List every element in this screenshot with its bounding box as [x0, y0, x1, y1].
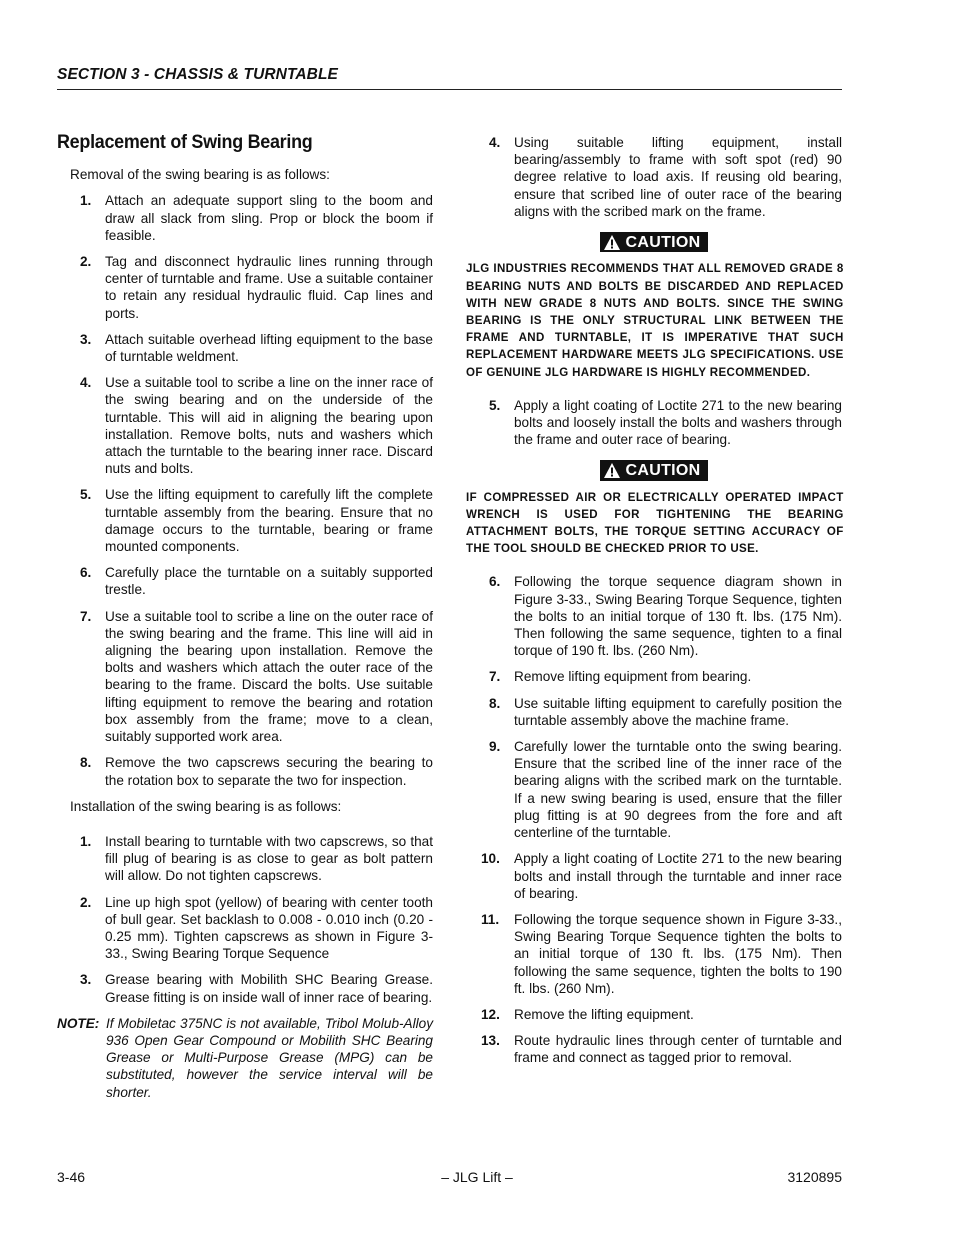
- step-text: Following the torque sequence shown in Figure 3-33., Swing Bearing Torque Sequence tighten the bolts to an initial torque of 130 ft. lbs. (175 Nm). Then following the same sequence, tighten the bolts to 190 ft. lbs. (260 Nm).: [514, 911, 842, 996]
- install-step-r-1: [466, 573, 842, 659]
- step-text: Install bearing to turntable with two capscrews, so that fill plug of bearing is as close to gear as bolt pattern will allow. Do not tighten capscrews.: [105, 833, 433, 884]
- step-text: Apply a light coating of Loctite 271 to the new bearing bolts and loosely install the bolts and washers through the frame and outer race of bearing.: [514, 397, 842, 448]
- doc-number: 3120895: [787, 1169, 842, 1185]
- step-text: Grease bearing with Mobilith SHC Bearing Grease. Grease fitting is on inside wall of inner race of bearing.: [105, 972, 433, 1005]
- step-number: 13.: [481, 1033, 500, 1049]
- install-step-5: [466, 397, 842, 449]
- step-number: 3.: [80, 972, 92, 988]
- removal-step-6: [57, 564, 433, 598]
- section-header: SECTION 3 - CHASSIS & TURNTABLE: [57, 66, 338, 83]
- removal-step-7: [57, 608, 433, 746]
- step-text: Using suitable lifting equipment, install bearing/assembly to frame with soft spot (red) 90 degree relative to load axis. If reusing old bearing, ensure that scribed line of outer race of the bearing aligns with the scribed mark on the frame.: [514, 135, 842, 219]
- step-number: 12.: [481, 1006, 500, 1022]
- note-label: NOTE:: [57, 1015, 100, 1031]
- install-step-r-6: [466, 911, 842, 997]
- install-step-r-7: [466, 1006, 842, 1023]
- install-step-r-2: [466, 668, 842, 685]
- right-column: [466, 134, 842, 1076]
- step-text: Carefully lower the turntable onto the swing bearing. Ensure that the scribed line of the inner race of the bearing aligns with the scribed mark on the turntable. If a new swing bearing is used, ensure that the filler plug fitting is at 90 degrees from the fore and aft centerline of the turntable.: [514, 739, 842, 841]
- caution-text-2: IF COMPRESSED AIR OR ELECTRICALLY OPERATED IMPACT WRENCH IS USED FOR TIGHTENING THE BEARING ATTACHMENT BOLTS, THE TORQUE SETTING ACCURACY OF THE TOOL SHOULD BE CHECKED PRIOR TO USE.: [466, 489, 844, 556]
- removal-intro: Removal of the swing bearing is as follows:: [70, 167, 330, 183]
- removal-step-3: [57, 331, 433, 365]
- step-number: 1.: [80, 193, 92, 209]
- caution-label-box: [600, 460, 709, 480]
- installation-steps-right: [466, 573, 842, 1066]
- removal-step-4: [57, 374, 433, 477]
- caution-text-1: JLG INDUSTRIES RECOMMENDS THAT ALL REMOVED GRADE 8 BEARING NUTS AND BOLTS BE DISCARDED AND REPLACED WITH NEW GRADE 8 NUTS AND BOLTS. SINCE THE SWING BEARING IS THE ONLY STRUCTURAL LINK BETWEEN THE FRAME AND TURNTABLE, IT IS IMPERATIVE THAT SUCH REPLACEMENT HARDWARE MEETS JLG SPECIFICATIONS. USE OF GENUINE JLG HARDWARE IS HIGHLY RECOMMENDED.: [466, 261, 844, 379]
- step-text: Attach suitable overhead lifting equipment to the base of turntable weldment.: [105, 331, 433, 365]
- caution-label: CAUTION: [625, 462, 701, 480]
- step-number: 1.: [80, 833, 92, 849]
- step-text: Use a suitable tool to scribe a line on the inner race of the swing bearing and on the underside of the turntable. This will aid in aligning the bearing upon installation. Remove bolts, nuts and washers which attach the turntable to the bearing inner race. Discard nuts and bolts.: [105, 375, 433, 477]
- step-number: 5.: [80, 487, 92, 503]
- step-number: 5.: [489, 397, 501, 413]
- step-number: 4.: [80, 375, 92, 391]
- installation-steps-left: [57, 833, 433, 1006]
- step-number: 4.: [489, 135, 501, 150]
- install-step-r-4: [466, 738, 842, 841]
- step-number: 10.: [481, 851, 500, 867]
- removal-step-5: [57, 486, 433, 555]
- step-text: Following the torque sequence diagram shown in Figure 3-33., Swing Bearing Torque Sequence, tighten the bolts to an initial torque of 130 ft. lbs. (175 Nm). Then following the same sequence, tighten to a final torque of 190 ft. lbs. (260 Nm).: [514, 574, 842, 659]
- warning-triangle-icon: [604, 463, 620, 478]
- caution-banner-2: [466, 460, 842, 482]
- step-number: 7.: [489, 669, 501, 685]
- step-number: 2.: [80, 254, 92, 270]
- step-number: 9.: [489, 739, 501, 755]
- step-number: 8.: [489, 695, 501, 711]
- step-text: Remove the two capscrews securing the bearing to the rotation box to separate the two for inspection.: [105, 755, 433, 788]
- step-text: Use the lifting equipment to carefully lift the complete turntable assembly from the bearing. Ensure that no damage occurs to the turntable, bearing or frame mounted components.: [105, 487, 433, 555]
- install-step-4: [466, 134, 842, 220]
- step-text: Attach an adequate support sling to the boom and draw all slack from sling. Prop or block the boom if feasible.: [105, 193, 433, 243]
- step-text: Carefully place the turntable on a suitably supported trestle.: [105, 565, 433, 598]
- step-number: 8.: [80, 755, 92, 771]
- removal-steps: [57, 192, 433, 788]
- install-step-r-8: [466, 1032, 842, 1066]
- step-number: 6.: [80, 565, 92, 581]
- step-number: 3.: [80, 331, 92, 347]
- step-text: Remove the lifting equipment.: [514, 1006, 694, 1022]
- step-text: Apply a light coating of Loctite 271 to the new bearing bolts and install through the turntable and inner race of bearing.: [514, 851, 842, 901]
- step-text: Route hydraulic lines through center of turntable and frame and connect as tagged prior to removal.: [514, 1033, 842, 1066]
- note-block: [57, 1015, 433, 1101]
- warning-triangle-icon: [604, 235, 620, 250]
- caution-banner-1: [466, 232, 842, 254]
- installation-intro: Installation of the swing bearing is as follows:: [70, 798, 342, 814]
- step-text: Use suitable lifting equipment to carefully position the turntable assembly above the machine frame.: [514, 695, 842, 728]
- header-rule: [57, 89, 842, 90]
- step-text: Line up high spot (yellow) of bearing with center tooth of bull gear. Set backlash to 0.008 - 0.010 inch (0.20 - 0.25 mm). Tighten capscrews as shown in Figure 3-33., Swing Bearing Torque Sequence: [105, 894, 433, 962]
- removal-step-8: [57, 754, 433, 788]
- page-title: Replacement of Swing Bearing: [57, 131, 313, 153]
- step-number: 2.: [80, 894, 92, 910]
- caution-label-box: [600, 232, 709, 252]
- step-number: 11.: [481, 911, 500, 927]
- step-text: Use a suitable tool to scribe a line on the outer race of the swing bearing and the frame. This line will aid in aligning the bearing upon installation. Remove the bolts and washers which attach the outer race of the bearing to the frame. Discard the bolts. Use suitable lifting equipment to remove the bearing and rotation box assembly from the frame; move to a clean, suitably supported work area.: [105, 608, 433, 745]
- note-text: If Mobiletac 375NC is not available, Tribol Molub-Alloy 936 Open Gear Compound or Mobilith SHC Bearing Grease or Multi-Purpose Grease (MPG) can be substituted, however the service interval will be shorter.: [106, 1015, 433, 1100]
- install-step-r-5: [466, 850, 842, 902]
- left-column: [57, 131, 433, 1101]
- step-text: Remove lifting equipment from bearing.: [514, 669, 752, 685]
- install-step-r-3: [466, 695, 842, 729]
- install-step-2: [57, 894, 433, 963]
- install-step-3: [57, 971, 433, 1005]
- install-step-1: [57, 833, 433, 885]
- step-text: Tag and disconnect hydraulic lines running through center of turntable and frame. Use a suitable container to retain any residual hydraulic fluid. Cap lines and ports.: [105, 254, 433, 321]
- removal-step-1: [57, 192, 433, 244]
- footer-center: – JLG Lift –: [441, 1169, 513, 1185]
- step-number: 6.: [489, 574, 501, 590]
- page-number: 3-46: [57, 1169, 86, 1185]
- caution-label: CAUTION: [625, 234, 701, 252]
- removal-step-2: [57, 253, 433, 322]
- step-number: 7.: [80, 608, 92, 624]
